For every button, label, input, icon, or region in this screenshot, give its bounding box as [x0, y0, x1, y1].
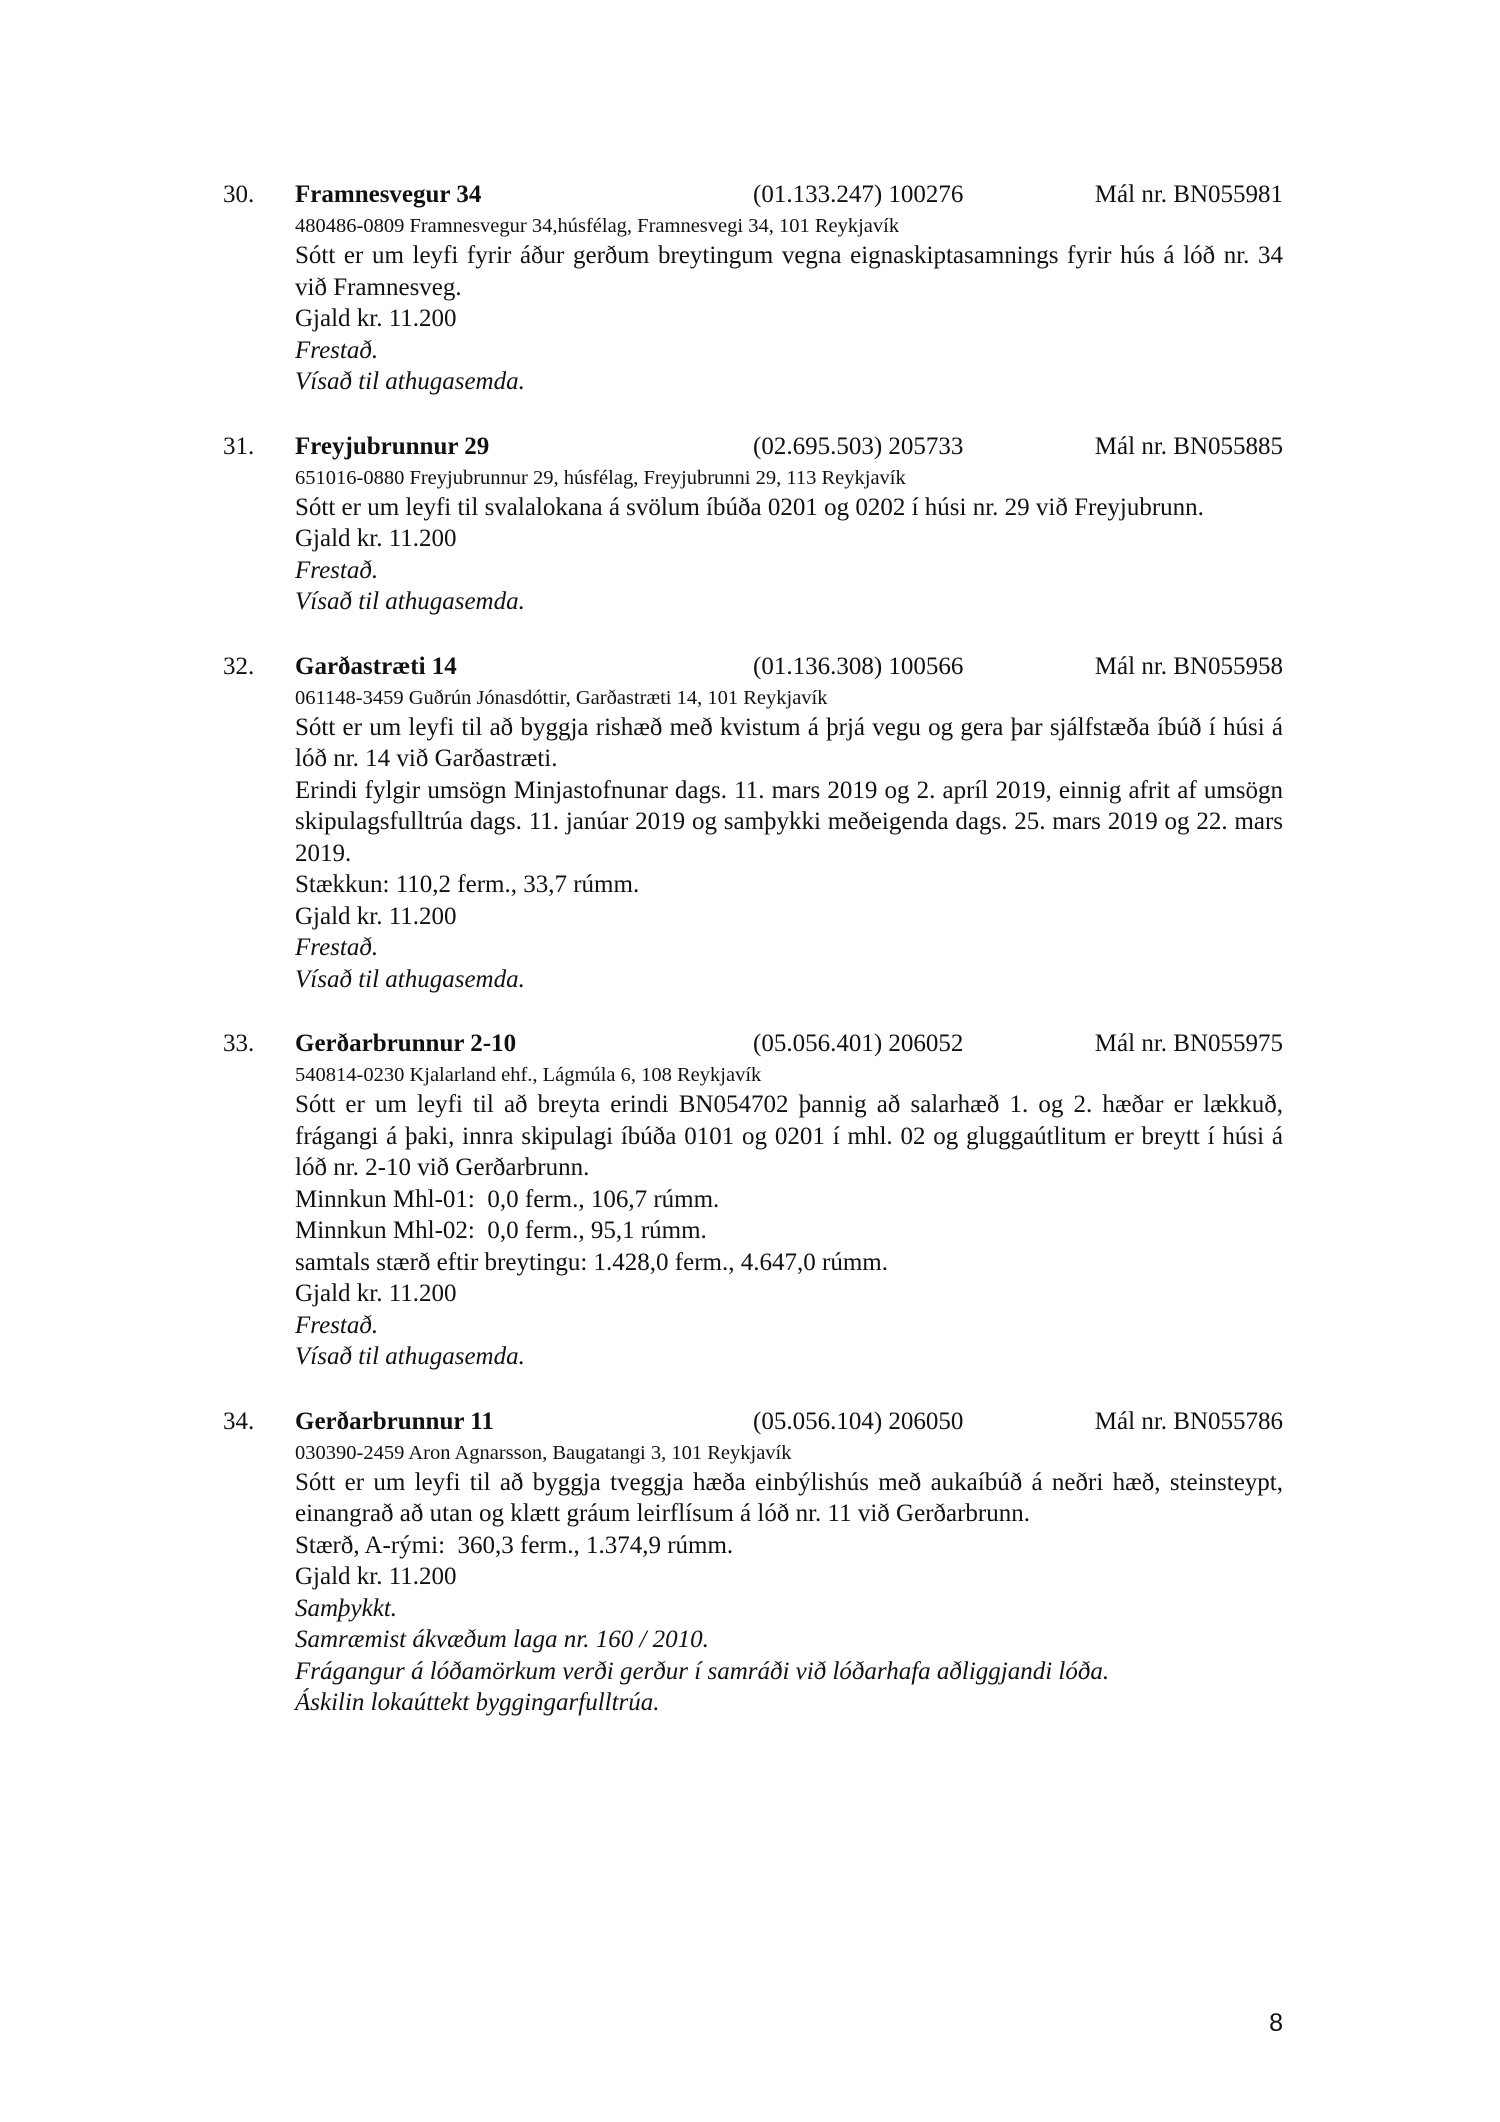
entry-address: Framnesvegur 34	[295, 181, 482, 208]
entry-number: 34.	[223, 1407, 255, 1435]
entry-description: Sótt er um leyfi til að byggja rishæð með kvistum á þrjá vegu og gera þar sjálfstæða íbúð í húsi á lóð nr. 14 við Garðastræti.	[295, 713, 1283, 772]
entry-decision: Vísað til athugasemda.	[295, 1343, 525, 1370]
entry-number: 31.	[223, 432, 255, 460]
entry-body	[295, 464, 1283, 618]
entry-decision: Vísað til athugasemda.	[295, 588, 525, 615]
entry-applicant: 030390-2459 Aron Agnarsson, Baugatangi 3, 101 Reykjavík	[295, 1441, 792, 1464]
entry-fee: Gjald kr. 11.200	[295, 902, 457, 930]
entry-header	[223, 1027, 1283, 1061]
case-entry-31	[223, 430, 1283, 618]
entry-header	[223, 178, 1283, 212]
entry-attachments: Erindi fylgir umsögn Minjastofnunar dags. 11. mars 2019 og 2. apríl 2019, einnig afrit af umsögn skipulagsfulltrúa dags. 11. janúar 2019 og samþykki meðeigenda dags. 25. mars 2019 og 22. mars 2019.	[295, 776, 1283, 867]
entry-address: Gerðarbrunnur 2-10	[295, 1030, 517, 1057]
entry-case-number: Mál nr. BN055786	[1094, 1407, 1283, 1435]
entry-header	[223, 430, 1283, 464]
entry-number: 33.	[223, 1030, 255, 1057]
entry-address: Freyjubrunnur 29	[295, 432, 490, 460]
entry-property-code: (05.056.104) 206050	[753, 1407, 964, 1435]
entry-decision: Frestað.	[295, 336, 379, 364]
entry-fee: Gjald kr. 11.200	[295, 305, 457, 332]
entry-size: Stækkun: 110,2 ferm., 33,7 rúmm.	[295, 871, 640, 898]
entry-property-code: (01.133.247) 100276	[753, 181, 964, 208]
entry-condition: Samræmist ákvæðum laga nr. 160 / 2010.	[295, 1626, 709, 1653]
entry-description: Sótt er um leyfi til að byggja tveggja hæða einbýlishús með aukaíbúð á neðri hæð, steinsteypt, einangrað að utan og klætt gráum leirflísum á lóð nr. 11 við Gerðarbrunn.	[295, 1468, 1283, 1527]
entry-body	[295, 212, 1283, 398]
entry-description: Sótt er um leyfi til svalalokana á svölum íbúða 0201 og 0202 í húsi nr. 29 við Freyjubrunn.	[295, 493, 1204, 521]
entry-condition: Áskilin lokaúttekt byggingarfulltrúa.	[295, 1689, 660, 1716]
entry-property-code: (01.136.308) 100566	[753, 652, 964, 680]
document-body	[223, 178, 1283, 1751]
entry-case-number: Mál nr. BN055958	[1094, 652, 1283, 680]
entry-decision: Samþykkt.	[295, 1594, 398, 1622]
entry-body	[295, 1439, 1283, 1719]
entry-address: Gerðarbrunnur 11	[295, 1407, 494, 1435]
entry-condition: Frágangur á lóðamörkum verði gerður í samráði við lóðarhafa aðliggjandi lóða.	[295, 1657, 1110, 1685]
entry-fee: Gjald kr. 11.200	[295, 1563, 457, 1590]
entry-size-line: Minnkun Mhl-02: 0,0 ferm., 95,1 rúmm.	[295, 1217, 707, 1244]
entry-description: Sótt er um leyfi til að breyta erindi BN054702 þannig að salarhæð 1. og 2. hæðar er lækkuð, frágangi á þaki, innra skipulagi íbúða 0101 og 0201 í mhl. 02 og gluggaútlitum er breytt í húsi á lóð nr. 2-10 við Gerðarbrunn.	[295, 1091, 1283, 1181]
entry-applicant: 061148-3459 Guðrún Jónasdóttir, Garðastræti 14, 101 Reykjavík	[295, 686, 828, 709]
entry-applicant: 480486-0809 Framnesvegur 34,húsfélag, Framnesvegi 34, 101 Reykjavík	[295, 215, 900, 237]
entry-size-total: samtals stærð eftir breytingu: 1.428,0 ferm., 4.647,0 rúmm.	[295, 1248, 888, 1276]
entry-size: Stærð, A-rými: 360,3 ferm., 1.374,9 rúmm.	[295, 1531, 734, 1559]
case-entry-32	[223, 650, 1283, 996]
case-entry-30	[223, 178, 1283, 398]
entry-decision: Vísað til athugasemda.	[295, 965, 525, 993]
entry-case-number: Mál nr. BN055975	[1094, 1030, 1283, 1057]
entry-decision: Vísað til athugasemda.	[295, 368, 525, 395]
entry-decision: Frestað.	[295, 556, 379, 584]
entry-fee: Gjald kr. 11.200	[295, 525, 457, 552]
entry-number: 32.	[223, 652, 255, 680]
entry-description: Sótt er um leyfi fyrir áður gerðum breytingum vegna eignaskiptasamnings fyrir hús á lóð nr. 34 við Framnesveg.	[295, 242, 1283, 301]
entry-applicant: 651016-0880 Freyjubrunnur 29, húsfélag, Freyjubrunni 29, 113 Reykjavík	[295, 466, 906, 489]
page-number: 8	[1269, 2009, 1283, 2037]
entry-body	[295, 1061, 1283, 1373]
entry-case-number: Mál nr. BN055981	[1094, 181, 1283, 208]
entry-fee: Gjald kr. 11.200	[295, 1280, 457, 1307]
entry-property-code: (02.695.503) 205733	[753, 432, 964, 460]
entry-property-code: (05.056.401) 206052	[753, 1030, 964, 1057]
case-entry-33	[223, 1027, 1283, 1373]
entry-decision: Frestað.	[295, 934, 379, 961]
entry-case-number: Mál nr. BN055885	[1094, 432, 1283, 460]
entry-header	[223, 1405, 1283, 1439]
entry-applicant: 540814-0230 Kjalarland ehf., Lágmúla 6, 108 Reykjavík	[295, 1064, 762, 1086]
entry-body	[295, 684, 1283, 996]
entry-header	[223, 650, 1283, 684]
entry-decision: Frestað.	[295, 1311, 379, 1339]
entry-size-line: Minnkun Mhl-01: 0,0 ferm., 106,7 rúmm.	[295, 1185, 720, 1213]
entry-address: Garðastræti 14	[295, 652, 457, 680]
case-entry-34	[223, 1405, 1283, 1719]
entry-number: 30.	[223, 181, 255, 208]
